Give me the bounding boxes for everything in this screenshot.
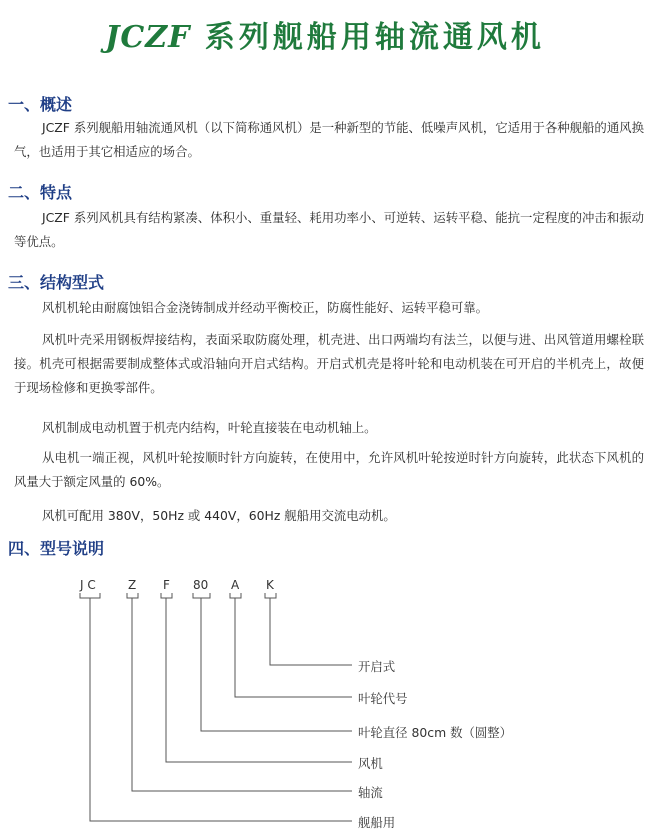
code-letter-z: Z (128, 578, 137, 592)
features-paragraph: JCZF 系列风机具有结构紧凑、体积小、重量轻、耗用功率小、可逆转、运转平稳、能抗一定程度的冲击和振动等优点。 (14, 210, 644, 249)
code-bracket-80 (193, 593, 210, 598)
structure-paragraph-impeller: 风机机轮由耐腐蚀铝合金浇铸制成并经动平衡校正，防腐性能好、运转平稳可靠。 (42, 300, 489, 315)
legend-impeller-code: 叶轮代号 (358, 691, 408, 706)
section-heading-structure: 三、结构型式 (8, 273, 105, 292)
code-letter-k: K (266, 578, 274, 592)
leader-line-k (270, 598, 352, 665)
code-bracket-k (265, 593, 276, 598)
legend-fan: 风机 (358, 756, 383, 771)
overview-paragraph: JCZF 系列舰船用轴流通风机（以下简称通风机）是一种新型的节能、低噪声风机，它适用于各种舰船的通风换气，也适用于其它相适应的场合。 (14, 120, 644, 159)
legend-marine-use: 舰船用 (358, 815, 396, 830)
title-cjk: 系列舰船用轴流通风机 (204, 20, 545, 55)
section-heading-features: 二、特点 (8, 183, 73, 202)
title-latin: JCZF (105, 20, 191, 55)
code-letter-jc: J C (80, 578, 96, 592)
legend-axial-flow: 轴流 (358, 785, 383, 800)
legend-open-type: 开启式 (358, 659, 396, 674)
structure-paragraph-power: 风机可配用 380V，50Hz 或 440V，60Hz 舰船用交流电动机。 (42, 508, 396, 523)
code-bracket-z (127, 593, 138, 598)
leader-line-f (166, 598, 352, 762)
legend-impeller-diameter: 叶轮直径 80cm 数（圆整） (358, 725, 513, 740)
code-bracket-jc (80, 593, 100, 598)
code-letter-f: F (163, 578, 170, 592)
structure-paragraph-rotation: 从电机一端正视，风机叶轮按顺时针方向旋转，在使用中，允许风机叶轮按逆时针方向旋转，此状态下风机的风量大于额定风量的 60%。 (14, 450, 644, 489)
section-heading-model: 四、型号说明 (8, 539, 105, 558)
code-bracket-f (161, 593, 172, 598)
code-letter-a: A (231, 578, 240, 592)
section-heading-overview: 一、概述 (8, 95, 73, 114)
code-bracket-a (230, 593, 241, 598)
leader-line-a (235, 598, 352, 697)
leader-line-jc (90, 598, 352, 821)
structure-paragraph-motor: 风机制成电动机置于机壳内结构，叶轮直接装在电动机轴上。 (42, 420, 377, 435)
code-letter-80: 80 (193, 578, 209, 592)
structure-paragraph-housing: 风机叶壳采用钢板焊接结构，表面采取防腐处理，机壳进、出口两端均有法兰，以便与进、出风管道用螺栓联接。机壳可根据需要制成整体式或沿轴向开启式结构。开启式机壳是将叶轮和电动机装在可开启的半机壳上，故便于现场检修和更换零部件。 (14, 332, 644, 395)
